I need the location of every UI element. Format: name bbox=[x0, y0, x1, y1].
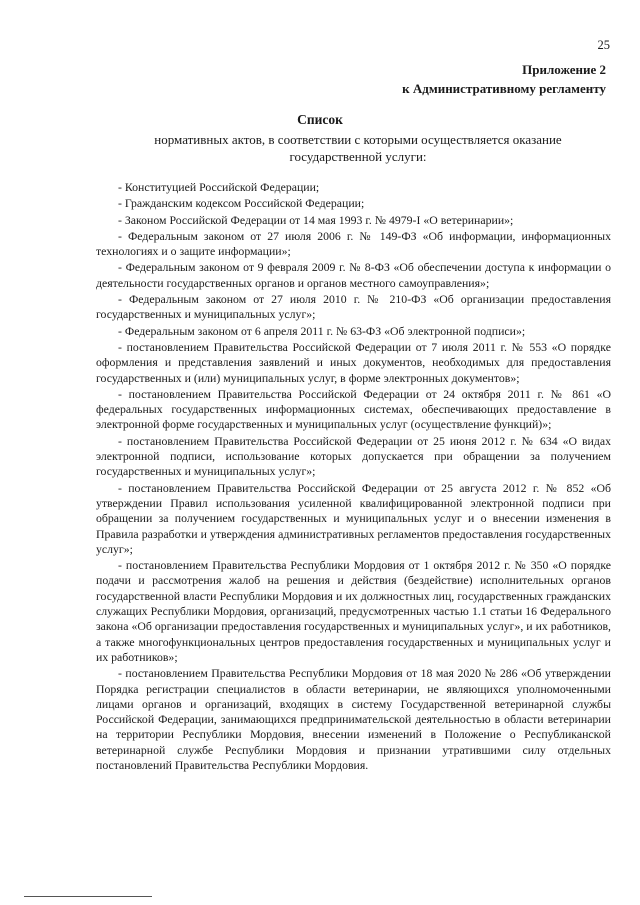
list-item: - постановлением Правительства Республики Мордовия от 1 октября 2012 г. № 350 «О порядке подачи и рассмотрения жалоб на решения и действия (бездействие) исполнительных органов государственной власти Республики Мордовия и их должностных лиц, государственных гражданских служащих Республики Мордовия, организаций, предусмотренных частью 1.1 статьи 16 Федерального закона «Об организации предоставления государственных и муниципальных услуг», и их работников, а также многофункциональных центров предоставления государственных и муниципальных услуг и их работников»; bbox=[96, 558, 611, 664]
list-item: - Федеральным законом от 6 апреля 2011 г. № 63-ФЗ «Об электронной подписи»; bbox=[118, 323, 526, 338]
page-number: 25 bbox=[597, 38, 610, 52]
list-item: - Федеральным законом от 27 июля 2006 г. № 149-ФЗ «Об информации, информационных технологиях и о защите информации»; bbox=[96, 228, 611, 259]
list-item: - постановлением Правительства Российской Федерации от 25 июня 2012 г. № 634 «О видах электронной подписи, использование которых допускается при обращении за получением государственных и муниципальных услуг»; bbox=[96, 433, 611, 479]
list-item: - Законом Российской Федерации от 14 мая 1993 г. № 4979-I «О ветеринарии»; bbox=[118, 212, 514, 227]
list-item: - постановлением Правительства Республики Мордовия от 18 мая 2020 № 286 «Об утверждении Порядка регистрации специалистов в области ветеринарии, не являющихся уполномоченными лицами органов и организаций, входящих в систему Государственной ветеринарной службы Российской Федерации, занимающихся предпринимательской деятельностью в области ветеринарии на территории Республики Мордовия, внесении изменений в Положение о Республиканской ветеринарной службе Республики Мордовия и признании утратившими силу отдельных постановлений Правительства Республики Мордовия. bbox=[96, 666, 611, 772]
appendix-header-line-2: к Административному регламенту bbox=[402, 81, 606, 96]
list-item: - Федеральным законом от 27 июля 2010 г. № 210-ФЗ «Об организации предоставления государственных и муниципальных услуг»; bbox=[96, 292, 611, 322]
list-item: - постановлением Правительства Российской Федерации от 25 августа 2012 г. № 852 «Об утверждении Правил использования усиленной квалифицированной электронной подписи при обращении за получением государственных и муниципальных услуг и о внесении изменения в Правила разработки и утверждения административных регламентов предоставления государственных услуг»; bbox=[96, 480, 611, 556]
document-title: Список bbox=[297, 112, 343, 127]
list-item: - Конституцией Российской Федерации; bbox=[118, 180, 320, 194]
list-item: - Федеральным законом от 9 февраля 2009 г. № 8-ФЗ «Об обеспечении доступа к информации о деятельности государственных органов и органов местного самоуправления»; bbox=[96, 260, 611, 290]
appendix-header-line-1: Приложение 2 bbox=[522, 62, 606, 77]
appendix-header bbox=[402, 60, 606, 98]
footer-divider bbox=[24, 896, 152, 897]
list-item: - постановлением Правительства Российской Федерации от 24 октября 2011 г. № 861 «О федеральных государственных информационных системах, обеспечивающих предоставление в электронной форме государственных и муниципальных услуг (осуществление функций)»; bbox=[96, 386, 611, 432]
normative-acts-list bbox=[96, 180, 611, 774]
list-item: - Гражданским кодексом Российской Федерации; bbox=[118, 196, 365, 211]
list-item: - постановлением Правительства Российской Федерации от 7 июля 2011 г. № 553 «О порядке оформления и представления заявлений и иных документов, необходимых для предоставления государственных и (или) муниципальных услуг, в форме электронных документов»; bbox=[96, 339, 611, 385]
document-subtitle: нормативных актов, в соответствии с которыми осуществляется оказание государственной услуги: bbox=[154, 132, 562, 164]
